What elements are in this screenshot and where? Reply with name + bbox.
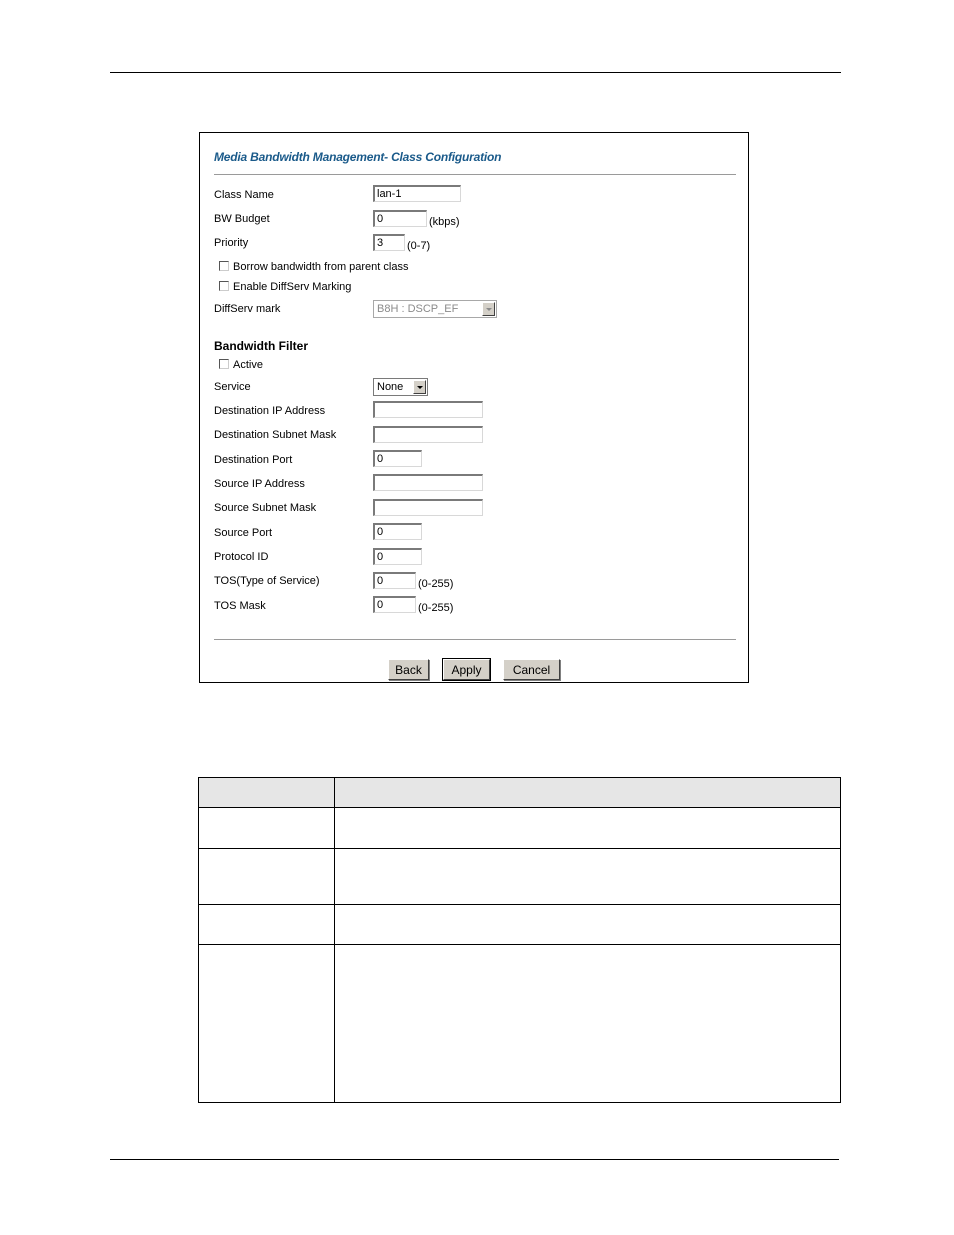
apply-button[interactable]: Apply [443,659,490,680]
source-subnet-mask-label: Source Subnet Mask [214,502,317,514]
table-cell [335,905,841,945]
buttons-divider [214,639,736,640]
source-ip-label: Source IP Address [214,478,305,490]
table-header-description [335,778,841,808]
bandwidth-filter-heading: Bandwidth Filter [214,339,308,353]
field-description-table [198,777,841,1103]
destination-subnet-mask-label: Destination Subnet Mask [214,429,337,441]
table-row [199,905,841,945]
tos-mask-range: (0-255) [418,602,454,614]
destination-port-label: Destination Port [214,454,293,466]
table-cell [335,945,841,1103]
page-footer-rule [110,1159,839,1160]
table-cell [199,849,335,905]
diffserv-mark-label: DiffServ mark [214,303,281,315]
bw-budget-input[interactable]: 0 [373,210,427,227]
borrow-bandwidth-checkbox[interactable] [219,261,229,271]
table-row [199,849,841,905]
source-subnet-mask-input[interactable] [373,499,483,516]
tos-input[interactable]: 0 [373,572,416,589]
table-cell [199,905,335,945]
borrow-bandwidth-label: Borrow bandwidth from parent class [233,261,409,273]
chevron-down-icon [413,380,426,394]
panel-title: Media Bandwidth Management- Class Configuration [214,150,502,164]
protocol-id-label: Protocol ID [214,551,269,563]
destination-subnet-mask-input[interactable] [373,426,483,443]
destination-ip-input[interactable] [373,401,483,418]
tos-mask-label: TOS Mask [214,600,266,612]
service-label: Service [214,381,251,393]
service-value: None [377,381,404,393]
bw-budget-label: BW Budget [214,213,270,225]
cancel-button[interactable]: Cancel [503,659,560,680]
table-header-label [199,778,335,808]
protocol-id-input[interactable]: 0 [373,548,422,565]
destination-port-input[interactable]: 0 [373,450,422,467]
table-cell [335,808,841,849]
table-row [199,945,841,1103]
chevron-down-icon [482,302,495,316]
active-checkbox[interactable] [219,359,229,369]
bw-budget-unit: (kbps) [429,216,460,228]
enable-diffserv-label: Enable DiffServ Marking [233,281,352,293]
enable-diffserv-checkbox[interactable] [219,281,229,291]
tos-mask-input[interactable]: 0 [373,596,416,613]
table-cell [335,849,841,905]
priority-label: Priority [214,237,249,249]
priority-range: (0-7) [407,240,431,252]
diffserv-mark-select[interactable] [373,300,497,318]
service-select[interactable] [373,378,428,396]
priority-input[interactable]: 3 [373,234,405,251]
tos-range: (0-255) [418,578,454,590]
table-cell [199,945,335,1103]
class-name-input[interactable]: lan-1 [373,185,461,202]
title-divider [214,174,736,175]
active-label: Active [233,359,263,371]
source-ip-input[interactable] [373,474,483,491]
source-port-input[interactable]: 0 [373,523,422,540]
back-button[interactable]: Back [388,659,429,680]
destination-ip-label: Destination IP Address [214,405,326,417]
source-port-label: Source Port [214,527,273,539]
table-header-row [199,778,841,808]
tos-label: TOS(Type of Service) [214,575,320,587]
table-cell [199,808,335,849]
table-row [199,808,841,849]
class-name-label: Class Name [214,189,274,201]
class-configuration-panel [199,132,749,683]
diffserv-mark-value: B8H : DSCP_EF [377,303,459,315]
page-header-rule [110,72,841,73]
